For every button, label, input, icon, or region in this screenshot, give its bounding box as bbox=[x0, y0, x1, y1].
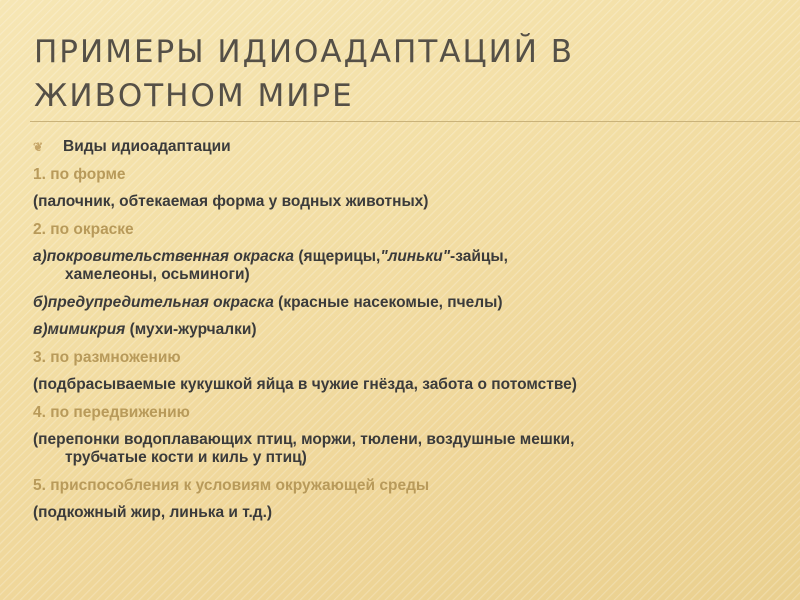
section-text-movement: (перепонки водоплавающих птиц, моржи, тюлени, воздушные мешки, bbox=[33, 431, 575, 448]
color-example-protective bbox=[33, 248, 773, 266]
bullet-text: Виды идиоадаптации bbox=[63, 138, 231, 155]
mimicry-label: в)мимикрия bbox=[33, 321, 126, 338]
protective-coloring-label: а)покровительственная окраска bbox=[33, 248, 295, 265]
slide-content bbox=[33, 138, 773, 532]
protective-coloring-continuation: хамелеоны, осьминоги) bbox=[65, 266, 250, 283]
section-text-reproduction: (подбрасываемые кукушкой яйца в чужие гнёзда, забота о потомстве) bbox=[33, 376, 577, 393]
protective-coloring-text-2: -зайцы, bbox=[450, 248, 508, 265]
protective-coloring-quote: "линьки" bbox=[380, 248, 451, 265]
section-heading-color: 2. по окраске bbox=[33, 220, 134, 238]
mimicry-text: (мухи-журчалки) bbox=[125, 321, 257, 338]
section-heading-environment: 5. приспособления к условиям окружающей среды bbox=[33, 476, 430, 494]
color-example-mimicry bbox=[33, 321, 773, 339]
warning-coloring-text: (красные насекомые, пчелы) bbox=[273, 293, 503, 311]
color-example-warning bbox=[33, 294, 773, 312]
section-heading-reproduction: 3. по размножению bbox=[33, 348, 181, 366]
section-text-form: (палочник, обтекаемая форма у водных животных) bbox=[33, 193, 429, 210]
protective-coloring-text-1: (ящерицы, bbox=[294, 248, 381, 265]
fleur-bullet-icon: ❦ bbox=[33, 140, 44, 154]
section-text-environment: (подкожный жир, линька и т.д.) bbox=[33, 504, 273, 521]
title-divider bbox=[30, 121, 800, 122]
slide-title: ПРИМЕРЫ ИДИОАДАПТАЦИЙ В ЖИВОТНОМ МИРЕ bbox=[34, 34, 575, 114]
section-text-movement-continuation: трубчатые кости и киль у птиц) bbox=[65, 449, 307, 466]
section-heading-movement: 4. по передвижению bbox=[33, 403, 190, 421]
bullet-item bbox=[33, 138, 773, 156]
section-heading-form: 1. по форме bbox=[33, 165, 126, 183]
warning-coloring-label: б)предупредительная окраска bbox=[33, 293, 274, 311]
